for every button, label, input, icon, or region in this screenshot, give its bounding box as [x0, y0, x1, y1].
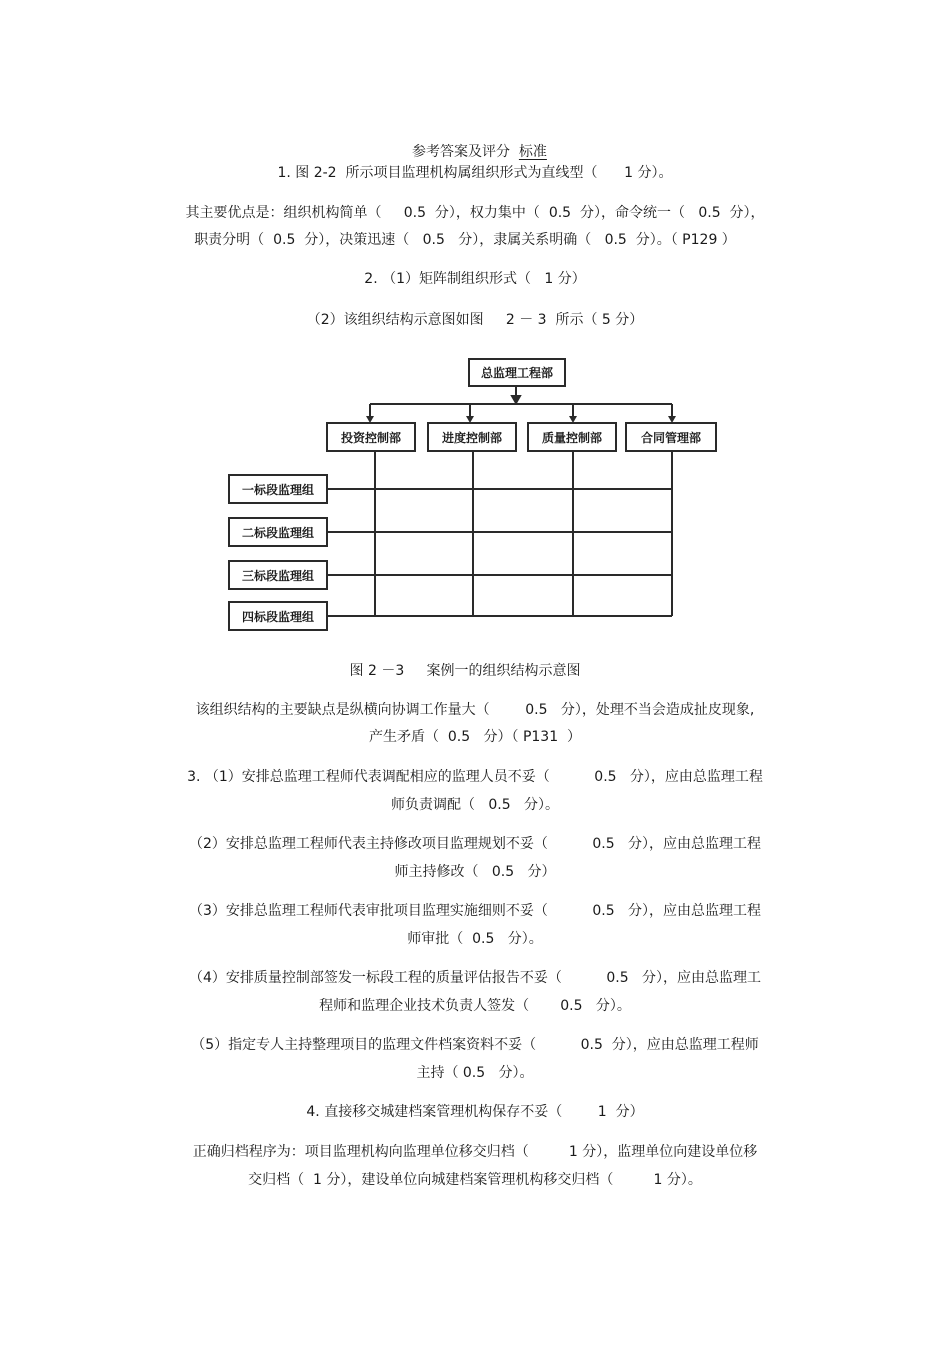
box-group-2: 二标段监理组 — [228, 517, 328, 547]
q3-item5-line2: 主持（ 0.5 分）。 — [416, 1065, 534, 1081]
q4-line3: 交归档（ 1 分），建设单位向城建档案管理机构移交归档（ 1 分）。 — [248, 1172, 702, 1188]
q3-item4-line2: 程师和监理企业技术负责人签发（ 0.5 分）。 — [319, 998, 631, 1014]
q3-item2-line2: 师主持修改（ 0.5 分） — [394, 864, 556, 880]
box-dept-3: 质量控制部 — [527, 422, 617, 452]
q1-line1: 1. 图 2-2 所示项目监理机构属组织形式为直线型（ 1 分）。 — [277, 165, 673, 181]
title-main: 参考答案及评分 — [412, 144, 510, 160]
box-group-3: 三标段监理组 — [228, 560, 328, 590]
q3-item4-line1: （4）安排质量控制部签发一标段工程的质量评估报告不妥（ 0.5 分），应由总监理工 — [188, 970, 762, 986]
q3-item1-line1: 3. （1）安排总监理工程师代表调配相应的监理人员不妥（ 0.5 分），应由总监理工程 — [187, 769, 763, 785]
q2-answer-line1: 该组织结构的主要缺点是纵横向协调工作量大（ 0.5 分），处理不当会造成扯皮现象, — [195, 702, 755, 718]
box-group-4: 四标段监理组 — [228, 601, 328, 631]
q3-item2-line1: （2）安排总监理工程师代表主持修改项目监理规划不妥（ 0.5 分），应由总监理工程 — [188, 836, 762, 852]
trunk-arrow — [512, 396, 520, 403]
box-dept-4: 合同管理部 — [625, 422, 717, 452]
box-group-1: 一标段监理组 — [228, 474, 328, 504]
q3-item1-line2: 师负责调配（ 0.5 分）。 — [391, 797, 559, 813]
q4-line2: 正确归档程序为：项目监理机构向监理单位移交归档（ 1 分），监理单位向建设单位移 — [192, 1144, 758, 1160]
q2-line2: （2）该组织结构示意图如图 2 － 3 所示（ 5 分） — [306, 312, 644, 328]
title-underlined: 标准 — [518, 144, 547, 160]
q3-item3-line1: （3）安排总监理工程师代表审批项目监理实施细则不妥（ 0.5 分），应由总监理工程 — [188, 903, 762, 919]
q3-item3-line2: 师审批（ 0.5 分）。 — [407, 931, 543, 947]
q1-line2: 其主要优点是：组织机构简单（ 0.5 分），权力集中（ 0.5 分），命令统一（ 0.5 分）， — [185, 205, 765, 221]
box-dept-2: 进度控制部 — [427, 422, 517, 452]
org-chart — [0, 0, 950, 660]
box-dept-1: 投资控制部 — [326, 422, 416, 452]
q3-item5-line1: （5）指定专人主持整理项目的监理文件档案资料不妥（ 0.5 分），应由总监理工程师 — [191, 1037, 759, 1053]
figure-caption: 图 2 －3 案例一的组织结构示意图 — [349, 663, 581, 679]
q2-line1: 2. （1）矩阵制组织形式（ 1 分） — [364, 271, 586, 287]
box-top: 总监理工程部 — [468, 358, 566, 387]
q2-answer-line2: 产生矛盾（ 0.5 分）（ P131 ） — [368, 729, 582, 745]
q4-line1: 4. 直接移交城建档案管理机构保存不妥（ 1 分） — [306, 1104, 644, 1120]
q1-line3: 职责分明（ 0.5 分），决策迅速（ 0.5 分），隶属关系明确（ 0.5 分）。（ P129 ） — [194, 232, 736, 248]
